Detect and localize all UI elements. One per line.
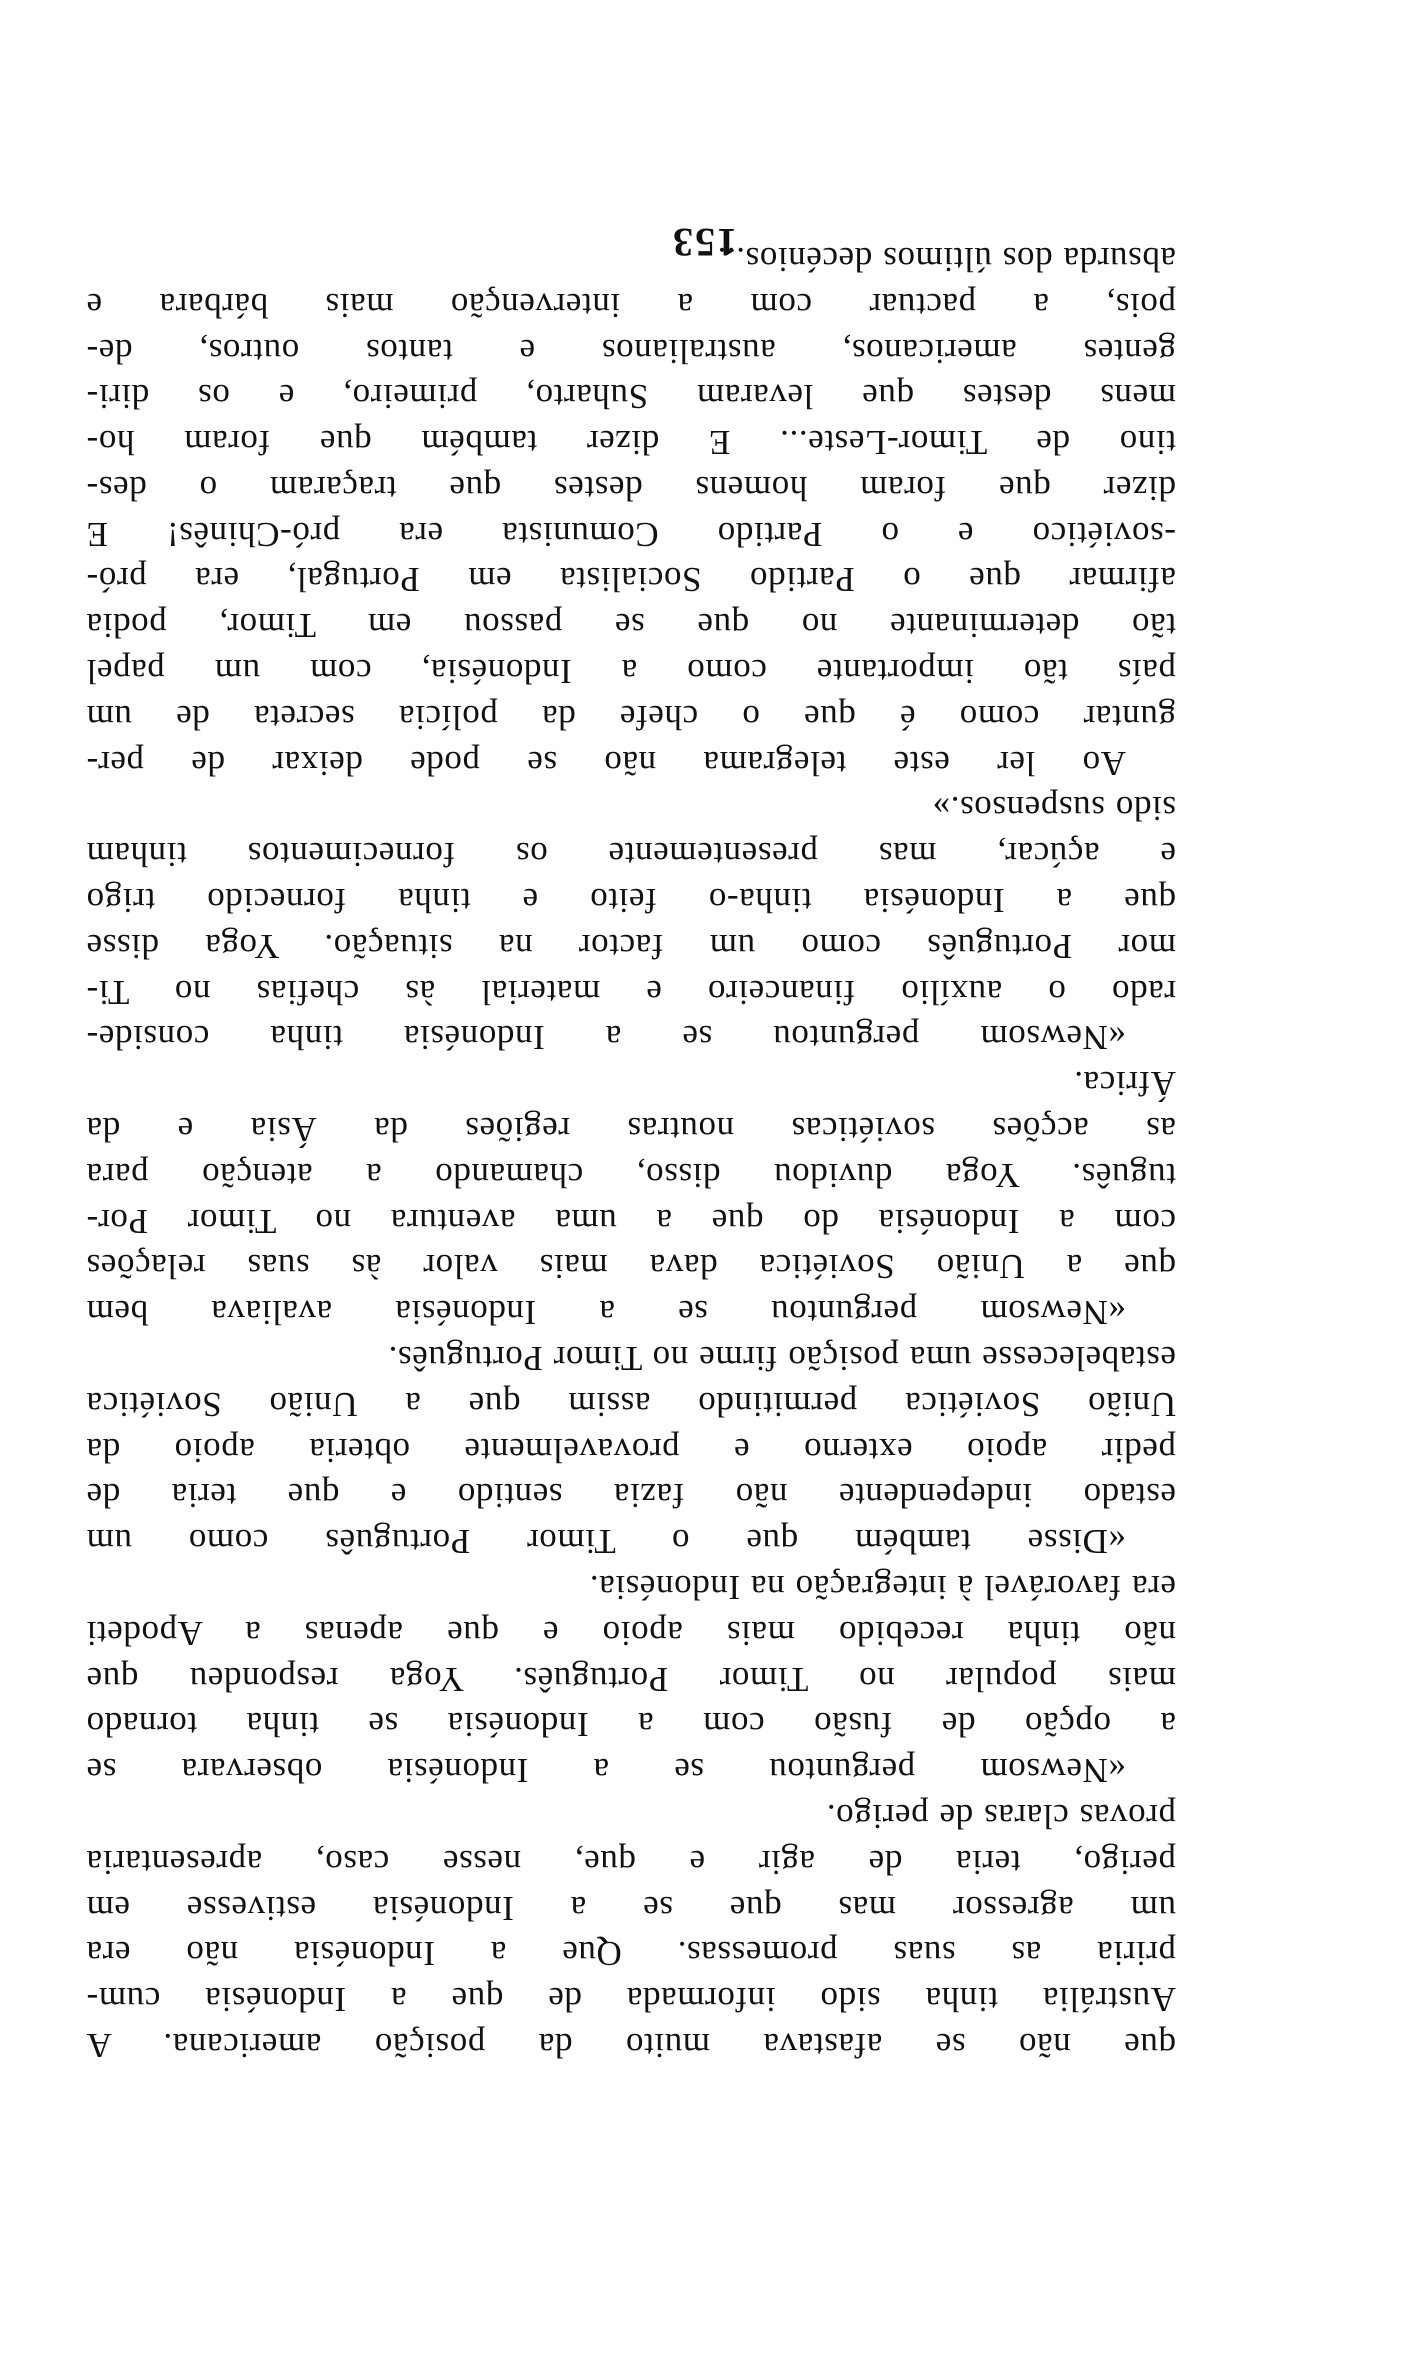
text-line: com a Indonésia do que a uma aventura no Timor Por-: [86, 1201, 1176, 1241]
text-line: «Disse também que o Timor Português como um: [86, 1522, 1126, 1562]
text-line: tino de Timor-Leste... E dizer também que foram ho-: [86, 423, 1176, 463]
text-line: «Newsom perguntou se a Indonésia avaliava bem: [86, 1293, 1126, 1333]
text-line: África.: [1073, 1064, 1176, 1104]
text-line: provas claras de perigo.: [826, 1797, 1176, 1837]
text-line: rado o auxílio financeiro e material às chefias no Ti-: [86, 972, 1176, 1012]
text-line: -soviético e o Partido Comunista era pró-Chinês! E: [86, 514, 1176, 554]
text-line: dizer que foram homens destes que traçaram o des-: [86, 468, 1176, 508]
text-line: mor Português como um factor na situação. Yoga disse: [86, 926, 1176, 966]
text-line: afirmar que o Partido Socialista em Portugal, era pró-: [86, 560, 1176, 600]
text-line: que não se afastava muito da posição americana. A: [86, 2026, 1176, 2065]
text-line: a opção de fusão com a Indonésia se tinha tornado: [86, 1705, 1176, 1745]
text-line: e açúcar, mas presentemente os fornecimentos tinham: [86, 835, 1176, 875]
text-line: absurda dos últimos decénios...: [716, 239, 1176, 279]
text-line: país tão importante como a Indonésia, com um papel: [86, 652, 1176, 692]
text-line: as acções soviéticas noutras regiões da Ásia e da: [86, 1110, 1176, 1150]
text-line: União Soviética permitindo assim que a União Soviética: [86, 1384, 1176, 1424]
text-line: tão determinante no que se passou em Timor, podia: [86, 606, 1176, 646]
text-line: era favorável à integração na Indonésia.: [589, 1568, 1176, 1608]
text-line: estado independente não fazia sentido e que teria de: [86, 1476, 1176, 1516]
text-line: Austrália tinha sido informada de que a Indonésia cum-: [86, 1980, 1176, 2020]
text-line: sido suspensos.»: [932, 789, 1176, 829]
text-line: perigo, teria de agir e que, nesse caso, apresentaria: [86, 1842, 1176, 1882]
text-line: mens destes que levaram Suharto, primeiro, e os diri-: [86, 377, 1176, 417]
text-line: não tinha recebido mais apoio e que apenas a Apodeti: [86, 1613, 1176, 1653]
text-line: que a Indonésia tinha-o feito e tinha fornecido trigo: [86, 881, 1176, 921]
text-line: mais popular no Timor Português. Yoga respondeu que: [86, 1659, 1176, 1699]
page-number: 153: [671, 220, 737, 265]
text-line: «Newsom perguntou se a Indonésia tinha conside-: [86, 1018, 1126, 1058]
text-line: gentes americanos, australianos e tantos outros, de-: [86, 331, 1176, 371]
text-line: tuguês. Yoga duvidou disso, chamando a atenção para: [86, 1155, 1176, 1195]
text-line: Ao ler este telegrama não se pode deixar de per-: [86, 743, 1126, 783]
text-line: pois, a pactuar com a intervenção mais bárbara e: [86, 285, 1176, 325]
text-line: um agressor mas que se a Indonésia estivesse em: [86, 1888, 1176, 1928]
body-text: [86, 236, 1176, 2068]
text-line: «Newsom perguntou se a Indonésia observara se: [86, 1751, 1126, 1791]
text-line: guntar como é que o chefe da polícia secreta de um: [86, 697, 1176, 737]
text-line: priria as suas promessas. Que a Indonésia não era: [86, 1934, 1176, 1974]
text-line: pedir apoio externo e provavelmente obteria apoio da: [86, 1430, 1176, 1470]
text-line: que a União Soviética dava mais valor às suas relações: [86, 1247, 1176, 1287]
text-line: estabelecesse uma posição firme no Timor Português.: [388, 1339, 1176, 1379]
